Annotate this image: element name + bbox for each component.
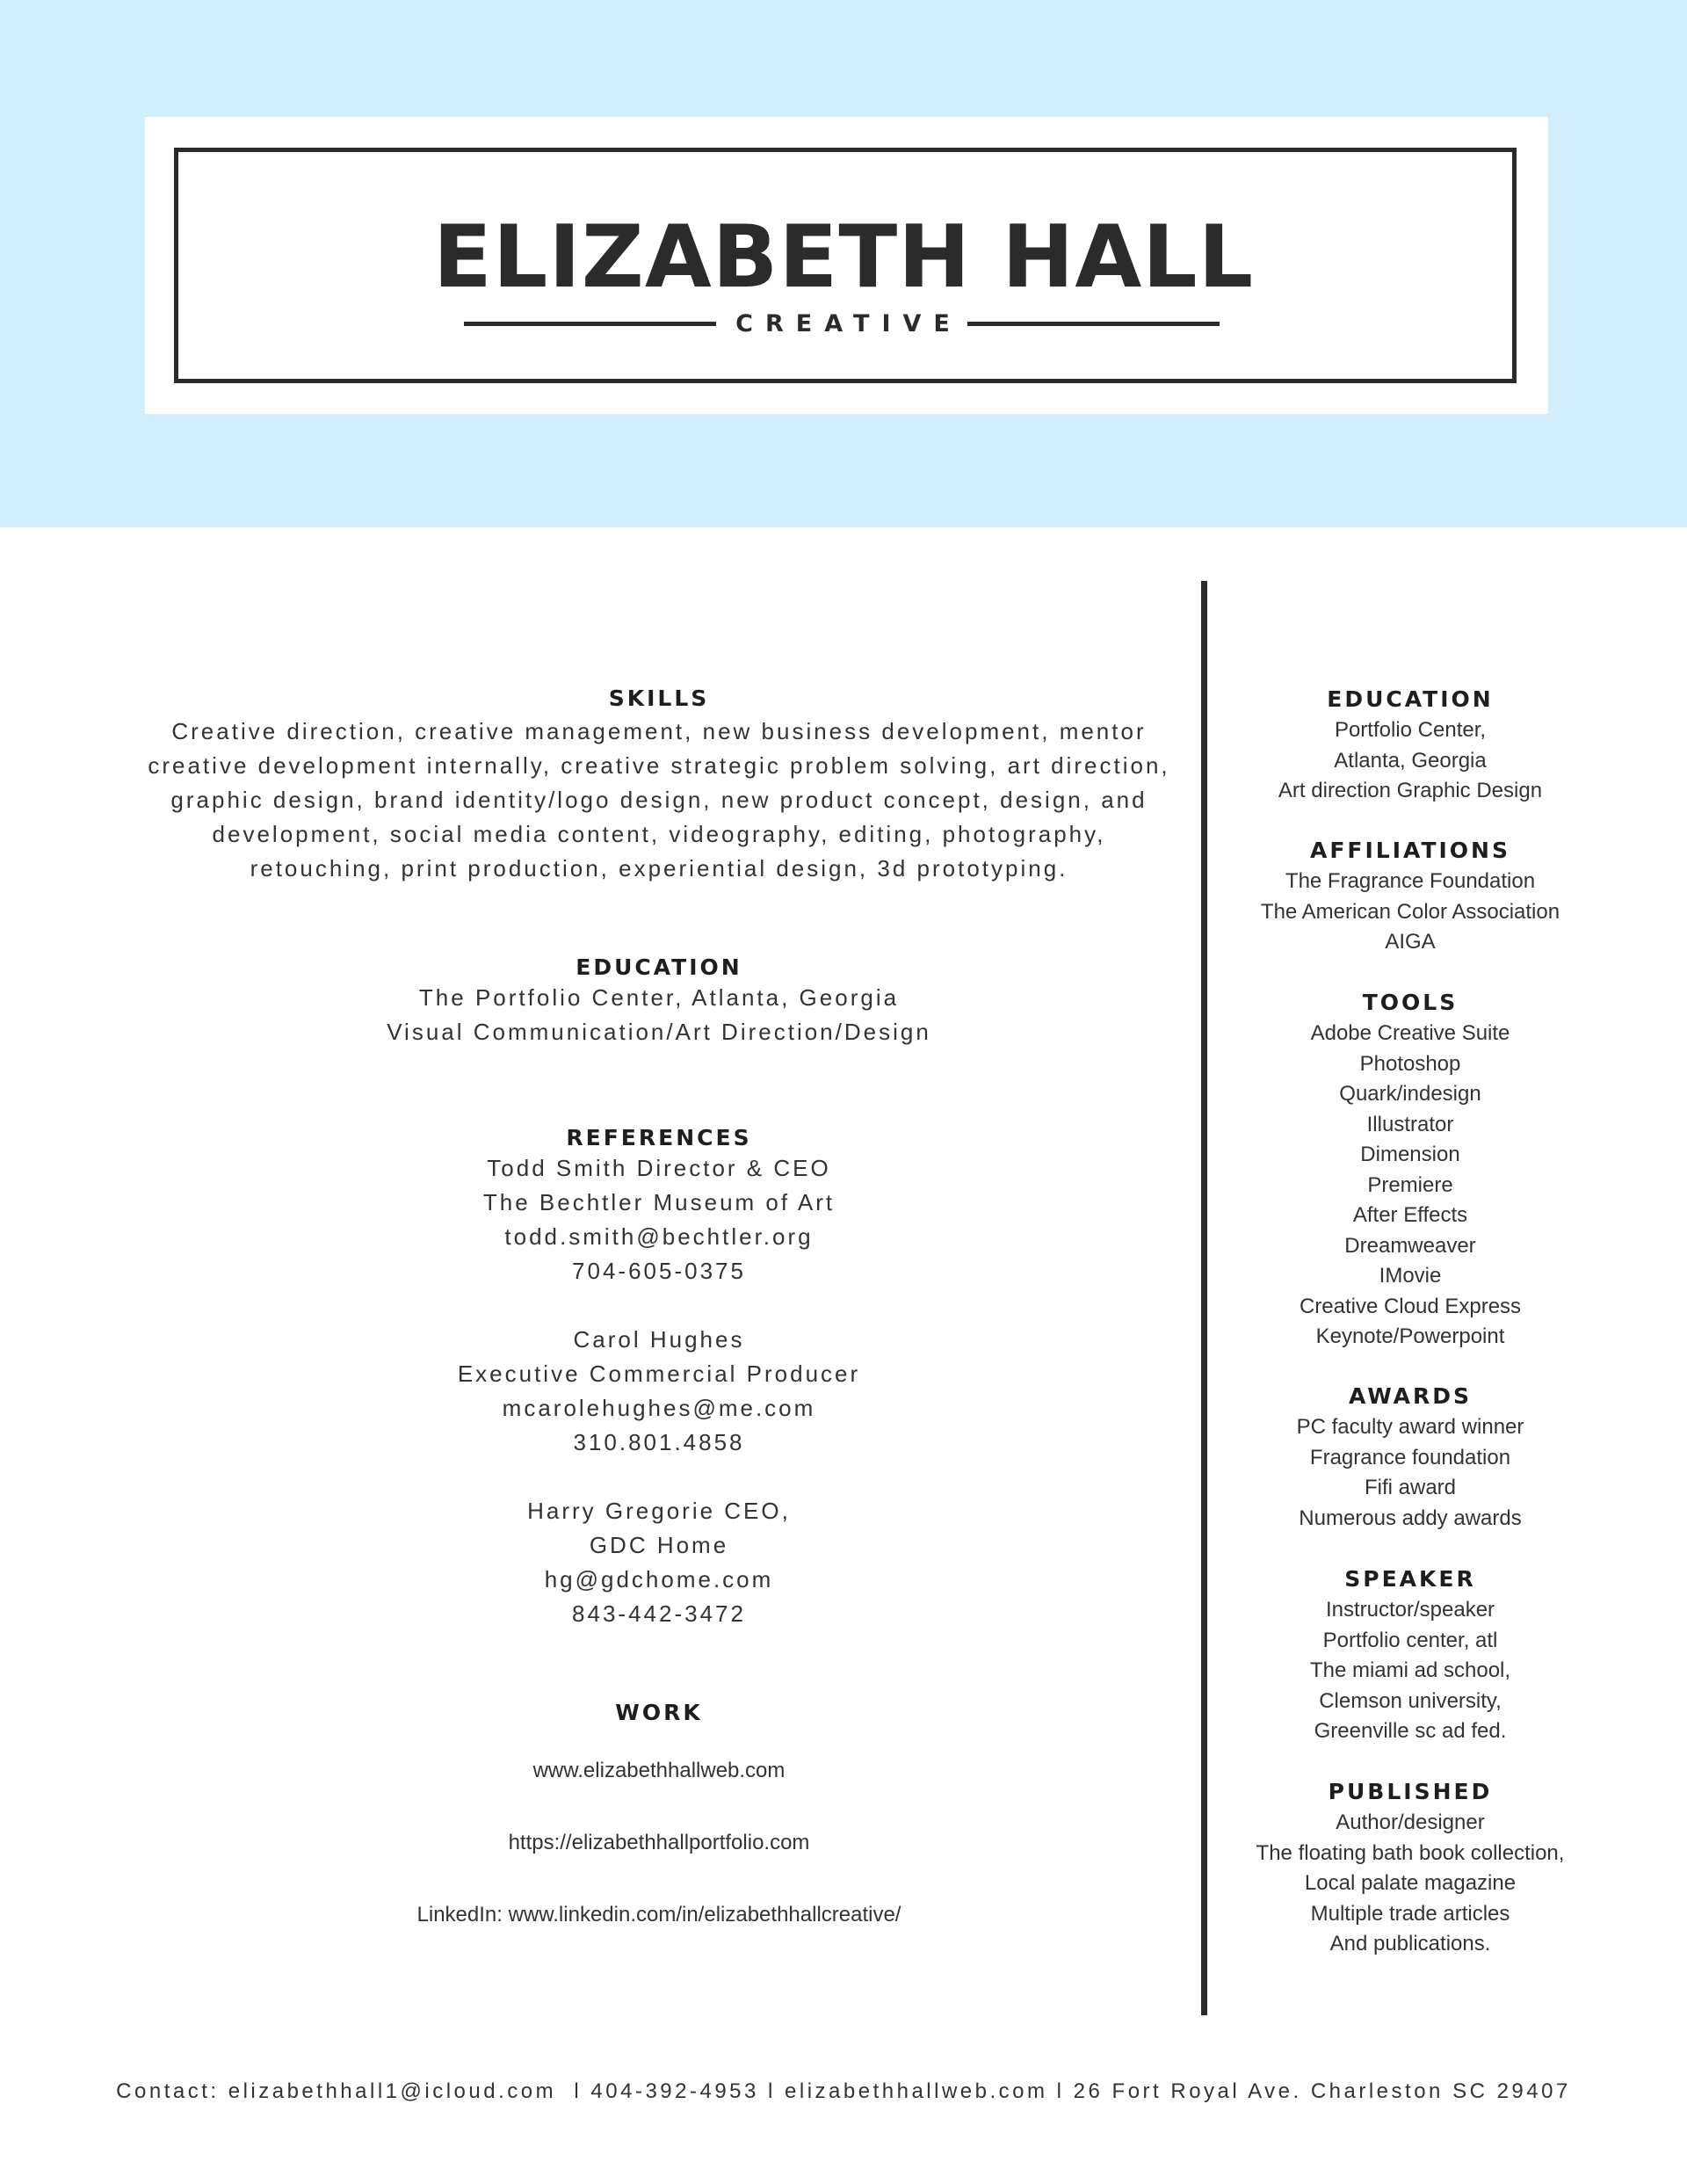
sidebar-item: And publications. xyxy=(1329,1932,1491,1955)
sidebar-item: Photoshop xyxy=(1359,1051,1461,1076)
education-section xyxy=(132,954,1186,1049)
sidebar-awards xyxy=(1230,1381,1590,1534)
reference-phone: 843-442-3472 xyxy=(572,1600,746,1627)
reference-phone: 310.801.4858 xyxy=(573,1429,745,1455)
skills-line: creative development internally, creative strategic problem solving, art direction, xyxy=(148,752,1170,779)
sidebar-item: Art direction Graphic Design xyxy=(1278,779,1543,802)
skills-line: development, social media content, videography, editing, photography, xyxy=(212,821,1106,847)
reference-email: todd.smith@bechtler.org xyxy=(504,1223,814,1250)
sidebar-heading: PUBLISHED xyxy=(1328,1779,1493,1804)
sidebar-heading: AFFILIATIONS xyxy=(1310,838,1510,863)
sidebar-speaker xyxy=(1230,1564,1590,1747)
sidebar-item: Fragrance foundation xyxy=(1309,1445,1511,1469)
skills-line: graphic design, brand identity/logo design, new product concept, design, and xyxy=(170,787,1148,813)
reference-line: Executive Commercial Producer xyxy=(457,1360,861,1387)
sidebar-item: AIGA xyxy=(1385,930,1436,954)
sidebar-item: IMovie xyxy=(1379,1264,1442,1288)
sidebar-item: Local palate magazine xyxy=(1304,1871,1517,1895)
reference-line: Harry Gregorie CEO, xyxy=(527,1498,791,1524)
reference-line: GDC Home xyxy=(589,1532,729,1558)
reference-line: The Bechtler Museum of Art xyxy=(482,1189,836,1215)
sidebar-item: Clemson university, xyxy=(1319,1688,1502,1713)
reference-entry xyxy=(132,1323,1186,1460)
sidebar-item: Creative Cloud Express xyxy=(1299,1294,1522,1318)
work-heading: WORK xyxy=(615,1700,703,1725)
work-link-linkedin[interactable]: LinkedIn: www.linkedin.com/in/elizabethhallcreative/ xyxy=(416,1903,901,1926)
skills-heading: SKILLS xyxy=(608,686,710,711)
sidebar-item: The miami ad school, xyxy=(1309,1658,1511,1682)
education-heading: EDUCATION xyxy=(576,954,742,980)
sidebar-item: Multiple trade articles xyxy=(1310,1901,1510,1926)
name-title: ELIZABETH HALL xyxy=(432,207,1255,308)
reference-email: mcarolehughes@me.com xyxy=(502,1395,816,1421)
sidebar-item: After Effects xyxy=(1352,1203,1468,1227)
sidebar-item: Dreamweaver xyxy=(1344,1233,1476,1258)
footer-contact: Contact: elizabethhall1@icloud.com l 404-392-4953 l elizabethhallweb.com l 26 Fort Royal Ave. Charleston SC 29407 xyxy=(116,2079,1571,2103)
reference-line: Carol Hughes xyxy=(573,1326,745,1353)
skills-line: retouching, print production, experiential design, 3d prototyping. xyxy=(250,855,1068,882)
sidebar-item: The Fragrance Foundation xyxy=(1285,869,1536,893)
sidebar-item: Quark/indesign xyxy=(1339,1082,1481,1106)
sidebar-item: Portfolio Center, xyxy=(1334,718,1487,742)
reference-entry xyxy=(132,1151,1186,1288)
subtitle-rule-right xyxy=(967,322,1220,326)
subtitle-row xyxy=(464,308,1220,339)
sidebar-tools xyxy=(1230,987,1590,1353)
subtitle-rule-left xyxy=(464,322,716,326)
sidebar-heading: AWARDS xyxy=(1348,1383,1473,1409)
sidebar-education xyxy=(1230,684,1590,807)
sidebar-item: Greenville sc ad fed. xyxy=(1314,1719,1507,1743)
sidebar-item: PC faculty award winner xyxy=(1296,1415,1524,1439)
sidebar-heading: SPEAKER xyxy=(1344,1566,1476,1592)
sidebar-item: Dimension xyxy=(1360,1143,1460,1166)
reference-email: hg@gdchome.com xyxy=(544,1566,774,1593)
skills-line: Creative direction, creative management, new business development, mentor xyxy=(171,718,1147,744)
sidebar-item: Author/designer xyxy=(1336,1810,1485,1834)
skills-section xyxy=(132,683,1186,886)
references-section xyxy=(132,1125,1186,1665)
reference-line: Todd Smith Director & CEO xyxy=(487,1155,831,1181)
sidebar-item: Instructor/speaker xyxy=(1325,1598,1495,1622)
sidebar-heading: EDUCATION xyxy=(1327,686,1494,712)
sidebar-item: Adobe Creative Suite xyxy=(1310,1021,1510,1045)
sidebar-item: Keynote/Powerpoint xyxy=(1315,1324,1505,1348)
sidebar-heading: TOOLS xyxy=(1362,990,1459,1015)
references-heading: REFERENCES xyxy=(566,1125,752,1150)
education-line: The Portfolio Center, Atlanta, Georgia xyxy=(418,984,900,1011)
reference-entry xyxy=(132,1494,1186,1631)
work-link-portfolio[interactable]: https://elizabethhallportfolio.com xyxy=(508,1831,810,1854)
sidebar-item: Premiere xyxy=(1367,1172,1453,1197)
sidebar-item: Illustrator xyxy=(1366,1112,1454,1136)
sidebar-item: The floating bath book collection, xyxy=(1256,1840,1565,1865)
sidebar-item: Numerous addy awards xyxy=(1299,1506,1522,1530)
work-link-website[interactable]: www.elizabethhallweb.com xyxy=(532,1759,786,1782)
sidebar-published xyxy=(1230,1776,1590,1960)
sidebar-affiliations xyxy=(1230,835,1590,958)
work-section xyxy=(132,1700,1186,1928)
sidebar-item: Portfolio center, atl xyxy=(1322,1628,1498,1652)
reference-phone: 704-605-0375 xyxy=(572,1258,746,1284)
sidebar-item: Atlanta, Georgia xyxy=(1334,748,1487,773)
education-line: Visual Communication/Art Direction/Design xyxy=(387,1019,931,1045)
sidebar-item: Fifi award xyxy=(1364,1476,1457,1499)
column-divider xyxy=(1201,581,1207,2015)
subtitle: CREATIVE xyxy=(735,309,962,337)
sidebar-item: The American Color Association xyxy=(1260,899,1560,924)
